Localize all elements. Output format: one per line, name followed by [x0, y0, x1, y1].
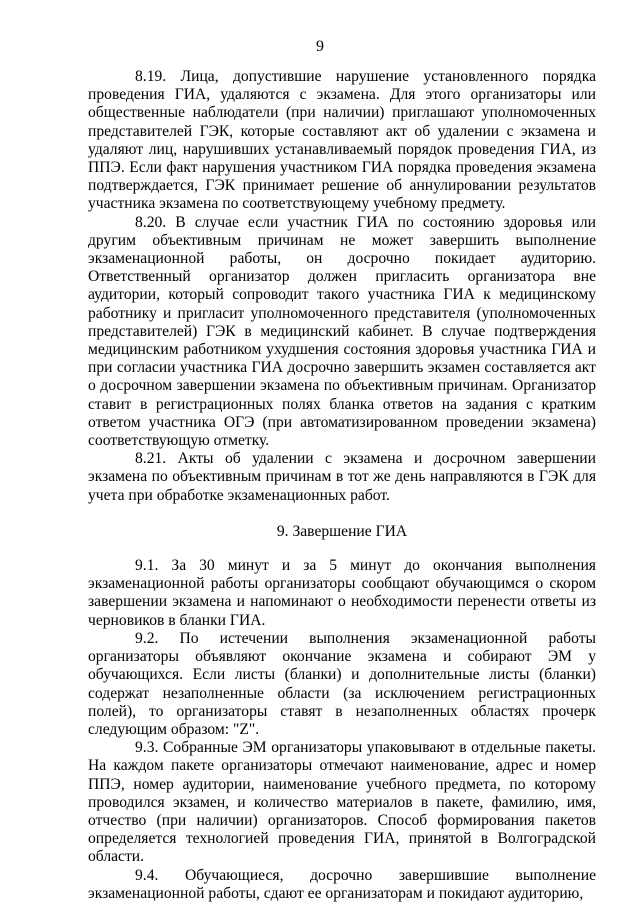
- paragraph-9-3: 9.3. Собранные ЭМ организаторы упаковывают в отдельные пакеты. На каждом пакете организаторы отмечают наименование, адрес и номер ППЭ, номер аудитории, наименование учебного предмета, по которому проводился экзамен, и количество материалов в пакете, фамилию, имя, отчество (при наличии) организаторов. Способ формирования пакетов определяется технологией проведения ГИА, принятой в Волгоградской области.: [88, 739, 596, 866]
- paragraph-8-20: 8.20. В случае если участник ГИА по состоянию здоровья или другим объективным причинам не может завершить выполнение экзаменационной работы, он досрочно покидает аудиторию. Ответственный организатор должен пригласить организатора вне аудитории, который сопроводит такого участника ГИА к медицинскому работнику и пригласит уполномоченного представителя (уполномоченных представителей) ГЭК в медицинский кабинет. В случае подтверждения медицинским работником ухудшения состояния здоровья участника ГИА и при согласии участника ГИА досрочно завершить экзамен составляется акт о досрочном завершении экзамена по объективным причинам. Организатор ставит в регистрационных полях бланка ответов на задания с кратким ответом участника ОГЭ (при автоматизированном проведении экзамена) соответствующую отметку.: [88, 213, 596, 450]
- page-number: 9: [316, 38, 324, 55]
- paragraph-9-1: 9.1. За 30 минут и за 5 минут до окончания выполнения экзаменационной работы организаторы сообщают обучающимся о скором завершении экзамена и напоминают о необходимости перенести ответы из черновиков в бланки ГИА.: [88, 557, 596, 629]
- document-body: [88, 68, 596, 903]
- paragraph-8-21: 8.21. Акты об удалении с экзамена и досрочном завершении экзамена по объективным причинам в тот же день направляются в ГЭК для учета при обработке экзаменационных работ.: [88, 450, 596, 504]
- paragraph-9-2: 9.2. По истечении выполнения экзаменационной работы организаторы объявляют окончание экзамена и собирают ЭМ у обучающихся. Если листы (бланки) и дополнительные листы (бланки) содержат незаполненные области (за исключением регистрационных полей), то организаторы ставят в незаполненных областях прочерк следующим образом: "Z".: [88, 629, 596, 738]
- paragraph-9-4: 9.4. Обучающиеся, досрочно завершившие выполнение экзаменационной работы, сдают ее организаторам и покидают аудиторию,: [88, 866, 596, 902]
- section-heading: 9. Завершение ГИА: [276, 522, 408, 540]
- paragraph-8-19: 8.19. Лица, допустившие нарушение установленного порядка проведения ГИА, удаляются с экзамена. Для этого организаторы или общественные наблюдатели (при наличии) приглашают уполномоченных представителей ГЭК, которые составляют акт об удалении с экзамена и удаляют лиц, нарушивших устанавливаемый порядок проведения ГИА, из ППЭ. Если факт нарушения участником ГИА порядка проведения экзамена подтверждается, ГЭК принимает решение об аннулировании результатов участника экзамена по соответствующему учебному предмету.: [88, 68, 596, 213]
